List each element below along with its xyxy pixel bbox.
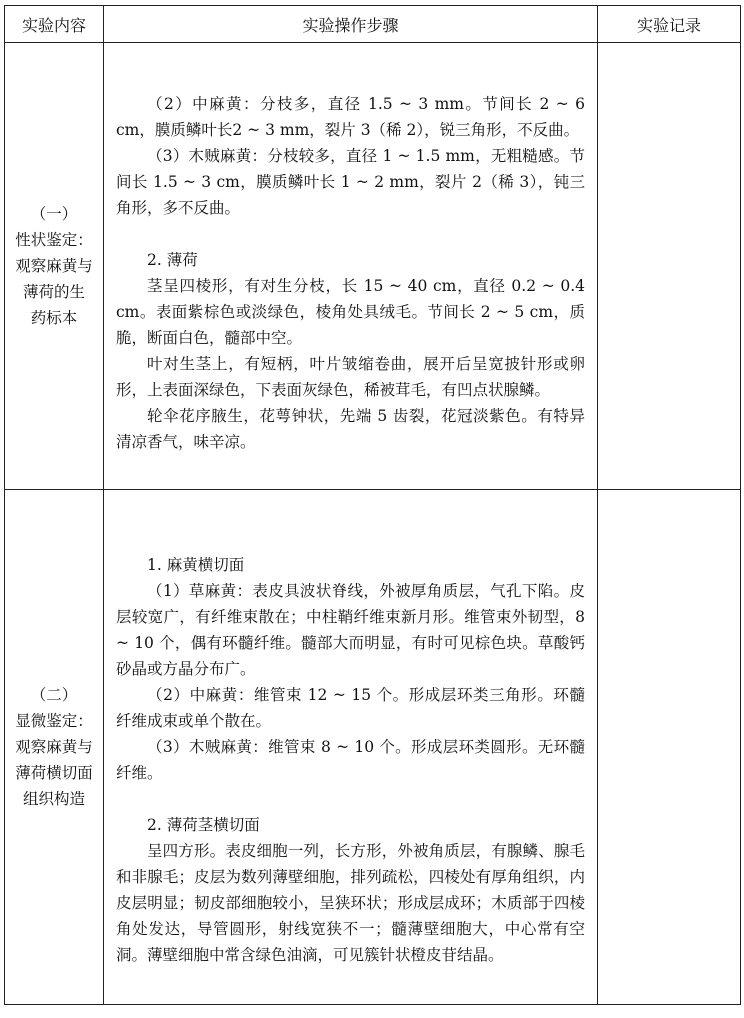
category-cell: [5, 43, 104, 490]
step-paragraph: 叶对生茎上，有短柄，叶片皱缩卷曲，展开后呈宽披针形或卵形，上表面深绿色，下表面灰绿色，稀被茸毛，有凹点状腺鳞。: [116, 355, 585, 399]
step-paragraph: （2）中麻黄：分枝多，直径 1.5 ~ 3 mm。节间长 2 ~ 6 cm，膜质鳞叶长2 ~ 3 mm，裂片 3（稀 2），锐三角形，不反曲。: [116, 95, 585, 139]
header-record: 实验记录: [598, 6, 741, 43]
category-label: [5, 201, 103, 331]
step-paragraph: 轮伞花序腋生，花萼钟状，先端 5 齿裂，花冠淡紫色。有特异清凉香气，味辛凉。: [116, 407, 585, 451]
step-paragraph: （1）草麻黄：表皮具波状脊线，外被厚角质层，气孔下陷。皮层较宽广，有纤维束散在；中柱鞘纤维束新月形。维管束外韧型，8 ~ 10 个，偶有环髓纤维。髓部大而明显，有时可见棕色块。草酸钙砂晶或方晶分布广。: [116, 582, 585, 678]
record-cell: [598, 43, 741, 490]
category-line: 显微鉴定：: [15, 712, 93, 730]
record-cell: [598, 490, 741, 1005]
category-cell: [5, 490, 104, 1005]
section-heading: 2. 薄荷茎横切面: [147, 816, 260, 834]
header-steps: 实验操作步骤: [104, 6, 598, 43]
section-heading: 2. 薄荷: [147, 251, 198, 269]
steps-cell: [104, 490, 598, 1005]
category-line: （二）: [30, 686, 78, 704]
step-paragraph: （3）木贼麻黄：分枝较多，直径 1 ~ 1.5 mm，无粗糙感。节间长 1.5 ~ 3 cm，膜质鳞叶长 1 ~ 2 mm，裂片 2（稀 3），钝三角形，多不反曲。: [116, 147, 585, 217]
table-header-row: [5, 6, 741, 43]
category-line: （一）: [30, 205, 78, 223]
table-row-microscopy: [5, 490, 741, 1005]
table-row-identification: [5, 43, 741, 490]
category-line: 组织构造: [22, 790, 85, 808]
category-line: 薄荷横切面: [15, 764, 93, 782]
step-paragraph: 呈四方形。表皮细胞一列，长方形，外被角质层，有腺鳞、腺毛和非腺毛；皮层为数列薄壁细胞，排列疏松，四棱处有厚角组织，内皮层明显；韧皮部细胞较小，呈狭环状；形成层成环；木质部于四棱角处发达，导管圆形，射线宽狭不一；髓薄壁细胞大，中心常有空洞。薄壁细胞中常含绿色油滴，可见簇针状橙皮苷结晶。: [116, 842, 585, 964]
step-paragraph: 茎呈四棱形，有对生分枝，长 15 ~ 40 cm，直径 0.2 ~ 0.4 cm。表面紫棕色或淡绿色，棱角处具绒毛。节间长 2 ~ 5 cm，质脆，断面白色，髓部中空。: [116, 277, 585, 347]
category-label: [5, 682, 103, 812]
experiment-table: [4, 5, 741, 1005]
category-line: 观察麻黄与: [15, 738, 93, 756]
section-heading: 1. 麻黄横切面: [147, 556, 245, 574]
steps-cell: [104, 43, 598, 490]
category-line: 药标本: [30, 309, 78, 327]
category-line: 薄荷的生: [22, 283, 85, 301]
category-line: 观察麻黄与: [15, 257, 93, 275]
step-paragraph: （2）中麻黄：维管束 12 ~ 15 个。形成层环类三角形。环髓纤维成束或单个散在。: [116, 686, 585, 730]
category-line: 性状鉴定：: [15, 231, 93, 249]
header-content: 实验内容: [5, 6, 104, 43]
step-paragraph: （3）木贼麻黄：维管束 8 ~ 10 个。形成层环类圆形。无环髓纤维。: [116, 738, 585, 782]
